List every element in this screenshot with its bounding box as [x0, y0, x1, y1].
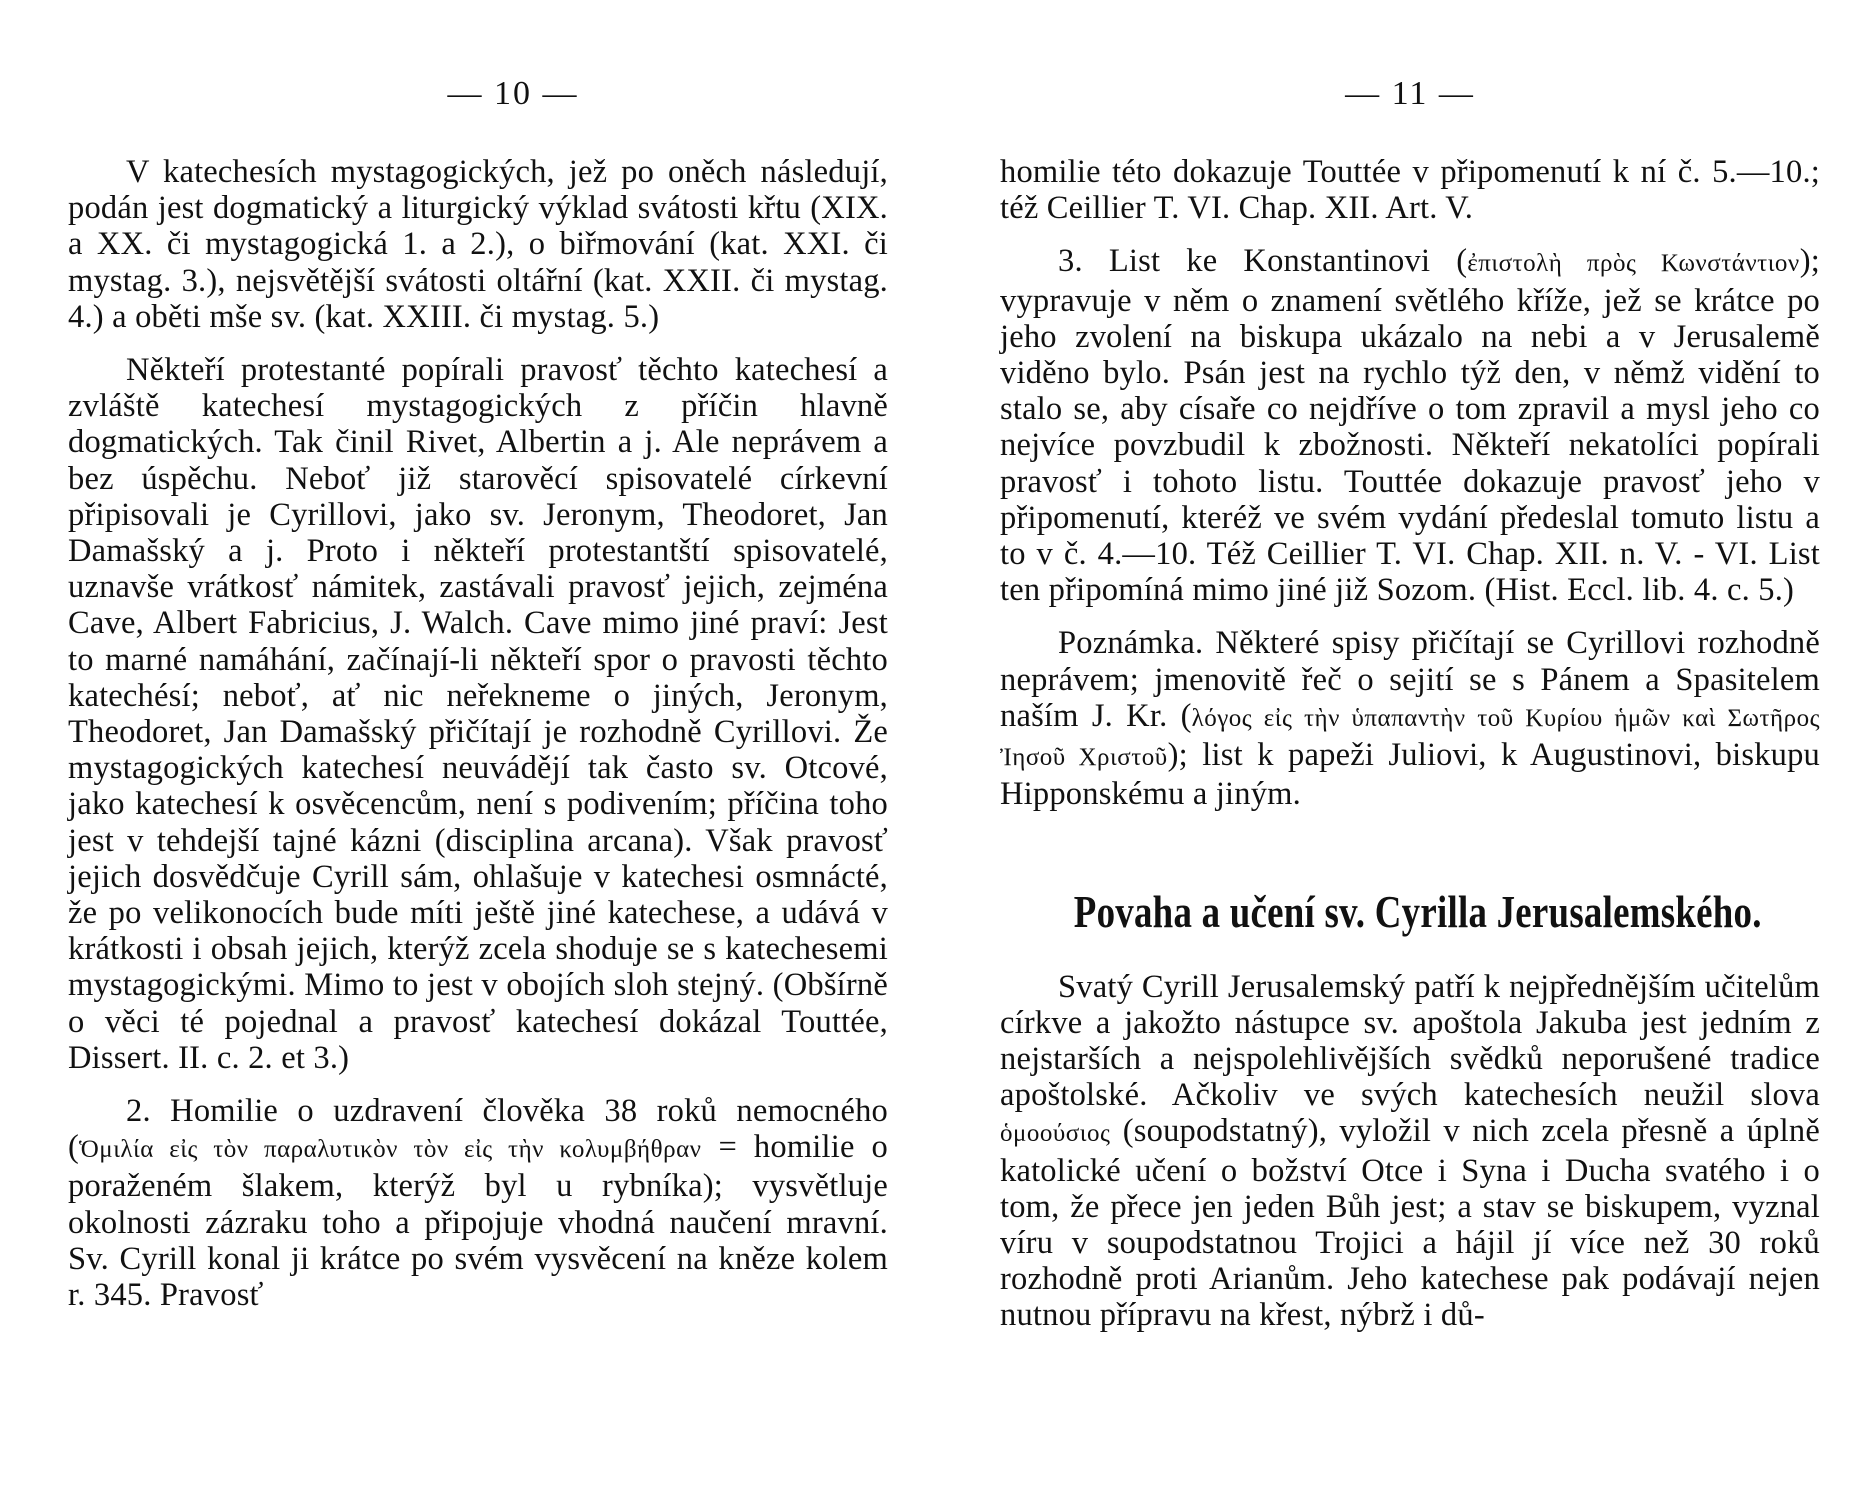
left-page: [68, 0, 888, 1500]
right-page: [1000, 0, 1820, 1500]
text-run: Svatý Cyrill Jerusalemský patří k nejpřednějším učitelům církve a jakožto nástupce sv. apoštola Jakuba jest jedním z nejstarších a nejspolehlivějších svědků neporušené tradice apoštolské. Ačkoliv ve svých katechesích neužil slova: [1000, 968, 1820, 1114]
text-run: Poznámka. Některé spisy přičítají se Cyrillovi rozhodně neprávem; jmenovitě řeč o sejití se s Pánem a Spasitelem naším J. Kr. (: [1000, 625, 1820, 734]
text-run: 3. List ke Konstantinovi (: [1058, 243, 1468, 280]
greek-term: ὁμοούσιος: [1000, 1120, 1111, 1148]
paragraph: [1000, 969, 1820, 1334]
paragraph: Někteří protestanté popírali pravosť těchto katechesí a zvláště katechesí mystagogických z příčin hlavně dogmatických. Tak činil Rivet, Albertin a j. Ale neprávem a bez úspěchu. Neboť již starověcí spisovatelé církevní připisovali je Cyrillovi, jako sv. Jeronym, Theodoret, Jan Damašský a j. Proto i někteří protestantští spisovatelé, uznavše vrátkosť námitek, zastávali pravosť jejich, zejména Cave, Albert Fabricius, J. Walch. Cave mimo jiné praví: Jest to marné namáhání, začínají-li někteří spor o pravosti těchto katechésí; neboť, ať nic neřekneme o jiných, Jeronym, Theodoret, Jan Damašský přičítají je rozhodně Cyrillovi. Že mystagogických katechesí neuvádějí tak často sv. Otcové, jako katechesí k osvěcencům, není s podivením; příčina toho jest v tehdejší tajné kázni (disciplina arcana). Však pravosť jejich dosvědčuje Cyrill sám, ohlašuje v katechesi osmnácté, že po velikonocích bude míti ještě jiné katechese, a udává v krátkosti i obsah jejich, kterýž zcela shoduje se s katechesemi mystagogickými. Mimo to jest v obojích sloh stejný. (Obšírně o věci té pojednal a pravosť katechesí dokázal Touttée, Dissert. II. c. 2. et 3.): [68, 352, 888, 1076]
right-page-text: [1000, 154, 1820, 1334]
greek-title: λόγος εἰς τὴν ὑπαπαντὴν τοῦ Κυρίου ἡμῶν καὶ Σωτῆρος Ἰησοῦ Χριστοῦ: [1000, 704, 1820, 772]
left-page-text: [68, 154, 888, 1313]
paragraph: [1000, 243, 1820, 608]
text-run: = homilie o poraženém šlakem, kterýž byl u rybníka); vysvětluje okolnosti zázraku toho a připojuje vhodná naučení mravní. Sv. Cyrill konal ji krátce po svém vysvěcení na kněze kolem r. 345. Pravosť: [68, 1129, 888, 1314]
paragraph: homilie této dokazuje Touttée v připomenutí k ní č. 5.—10.; též Ceillier T. VI. Chap. XII. Art. V.: [1000, 154, 1820, 227]
paragraph: V katechesích mystagogických, jež po oněch následují, podán jest dogmatický a liturgický výklad svátosti křtu (XIX. a XX. či mystagogická 1. a 2.), o biřmování (kat. XXI. či mystag. 3.), nejsvětější svátosti oltářní (kat. XXII. či mystag. 4.) a oběti mše sv. (kat. XXIII. či mystag. 5.): [68, 154, 888, 335]
text-run: ); vypravuje v něm o znamení světlého kříže, jež se krátce po jeho zvolení na biskupa ukázalo na nebi a v Jerusalemě viděno bylo. Psán jest na rychlo týž den, v němž vidění to stalo se, aby císaře co nejdříve o tom zpravil a mysl jeho co nejvíce povzbudil k zbožnosti. Někteří nekatolíci popírali pravosť i tohoto listu. Touttée dokazuje pravosť jeho v připomenutí, kteréž ve svém vydání předeslal tomuto listu a to v č. 4.—10. Též Ceillier T. VI. Chap. XII. n. V. - VI. List ten připomíná mimo jiné již Sozom. (Hist. Eccl. lib. 4. c. 5.): [1000, 243, 1821, 609]
text-run: ); list k papeži Juliovi, k Augustinovi, biskupu Hipponskému a jiným.: [1000, 737, 1820, 813]
text-run: 2. Homilie o uzdravení člověka 38 roků nemocného (: [68, 1093, 888, 1166]
greek-title: ἐπιστολὴ πρὸς Κωνστάντιον: [1467, 250, 1800, 278]
paragraph: [68, 1093, 888, 1313]
page-number: — 10 —: [447, 75, 579, 112]
section-heading: Povaha a učení sv. Cyrilla Jerusalemského.: [1073, 887, 1762, 938]
note-paragraph: [1000, 625, 1820, 812]
page-number: — 11 —: [1345, 75, 1475, 112]
greek-title: Ὁμιλία εἰς τὸν παραλυτικὸν τὸν εἰς τὴν κολυμβήθραν: [79, 1136, 702, 1164]
text-run: (soupodstatný), vyložil v nich zcela přesně a úplně katolické učení o božství Otce i Syna i Ducha svatého i o tom, že přece jen jeden Bůh jest; a stav se biskupem, vyznal víru v soupodstatnou Trojici a hájil jí více než 30 roků rozhodně proti Arianům. Jeho katechese pak podávají nejen nutnou přípravu na křest, nýbrž i dů-: [1000, 1113, 1820, 1334]
